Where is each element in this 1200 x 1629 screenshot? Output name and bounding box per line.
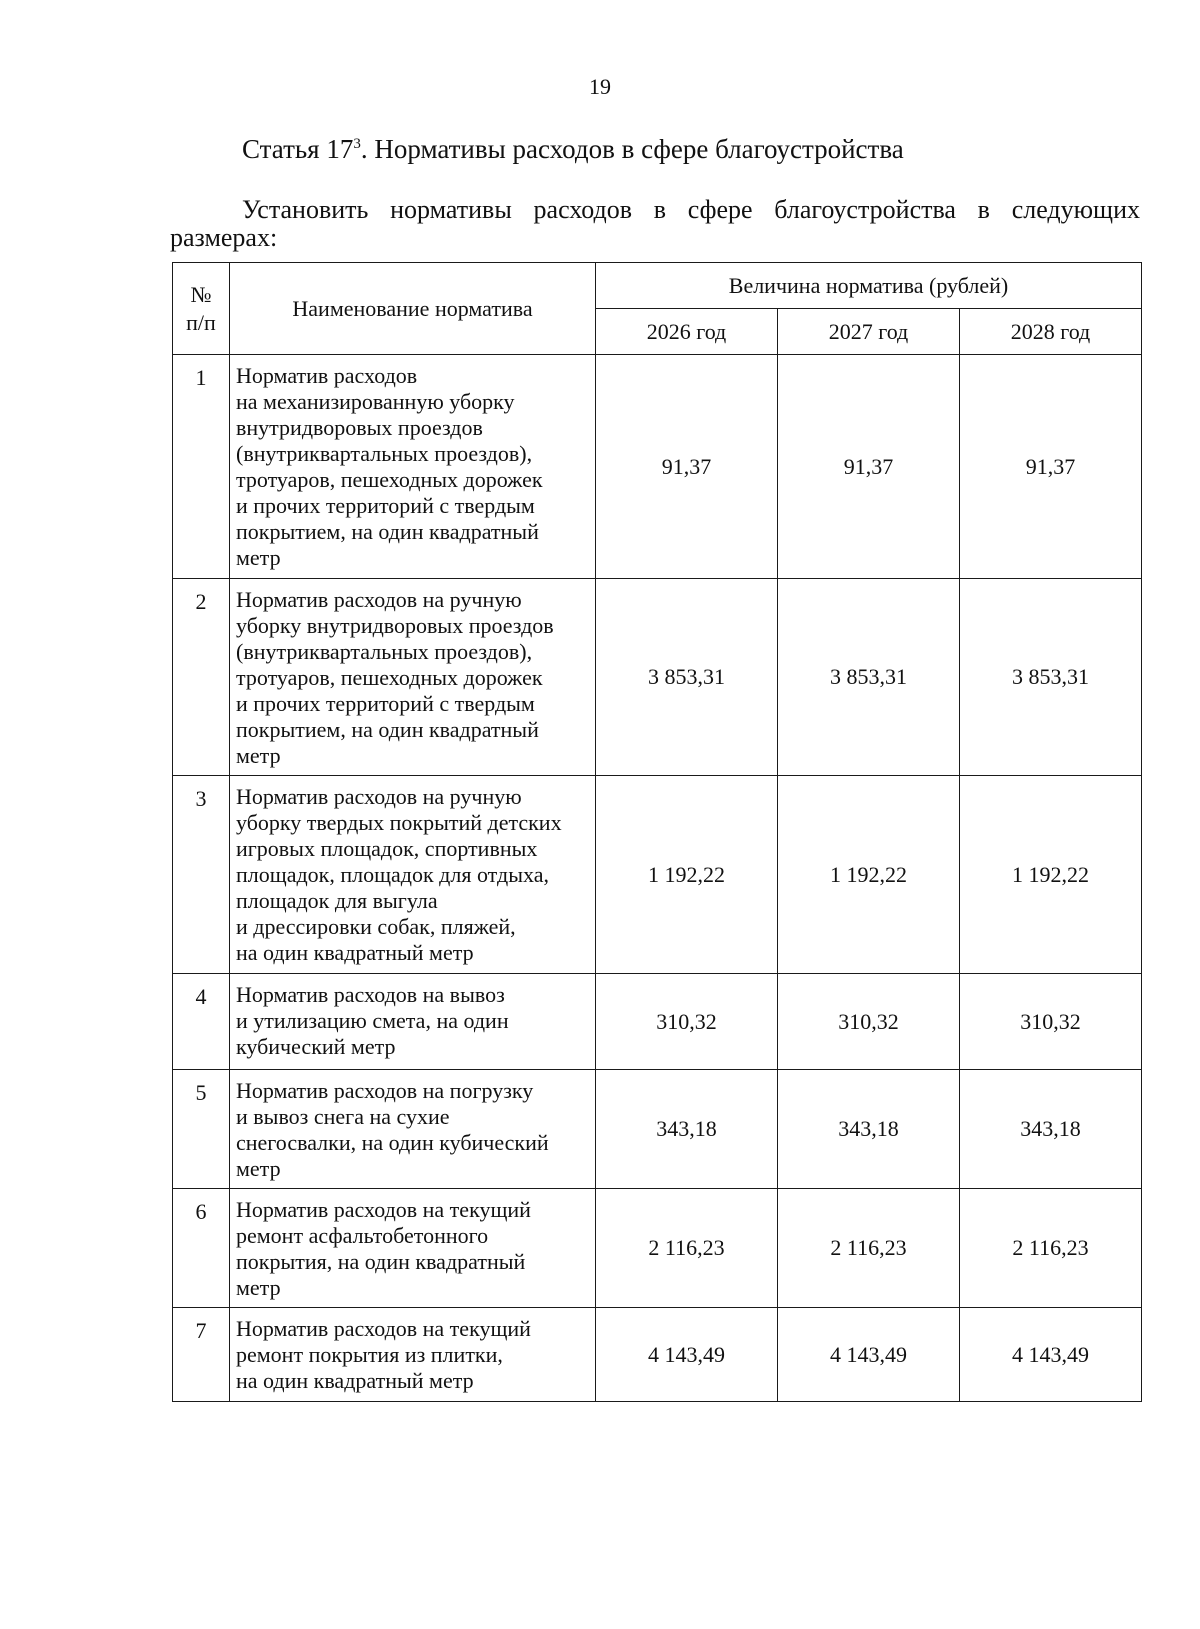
row-value-2028: 310,32 xyxy=(960,974,1142,1070)
row-norm-name xyxy=(230,1070,596,1189)
header-number xyxy=(173,263,230,355)
norm-name-line: метр xyxy=(236,545,281,570)
article-title-prefix: Статья 17 xyxy=(242,134,354,164)
row-number: 2 xyxy=(173,579,230,776)
norm-name-line: кубический метр xyxy=(236,1034,396,1059)
norm-name-line: метр xyxy=(236,1156,281,1181)
norm-name-line: на один квадратный метр xyxy=(236,1368,474,1393)
row-value-2026: 1 192,22 xyxy=(596,776,778,974)
norm-name-line: (внутриквартальных проездов), xyxy=(236,639,533,664)
row-number: 6 xyxy=(173,1189,230,1308)
norm-name-line: Норматив расходов xyxy=(236,363,418,388)
norm-name-line: внутридворовых проездов xyxy=(236,415,483,440)
norm-name-line: тротуаров, пешеходных дорожек xyxy=(236,665,543,690)
row-norm-name xyxy=(230,579,596,776)
norm-name-line: (внутриквартальных проездов), xyxy=(236,441,533,466)
table-row xyxy=(173,974,1142,1070)
table-row xyxy=(173,1070,1142,1189)
row-value-2027: 91,37 xyxy=(778,355,960,579)
header-year-2026: 2026 год xyxy=(596,309,778,355)
norm-name-line: покрытия, на один квадратный xyxy=(236,1249,526,1274)
norm-name-line: метр xyxy=(236,1275,281,1300)
row-value-2026: 4 143,49 xyxy=(596,1308,778,1402)
article-title xyxy=(242,134,904,165)
norm-name-line: Норматив расходов на текущий xyxy=(236,1197,531,1222)
row-norm-name xyxy=(230,974,596,1070)
norm-name-line: Норматив расходов на текущий xyxy=(236,1316,531,1341)
norm-name-line: площадок, площадок для отдыха, xyxy=(236,862,549,887)
norm-name-line: и утилизацию смета, на один xyxy=(236,1008,509,1033)
table-row xyxy=(173,1189,1142,1308)
norm-name-line: Норматив расходов на погрузку xyxy=(236,1078,534,1103)
article-title-superscript: 3 xyxy=(353,136,361,152)
row-value-2026: 2 116,23 xyxy=(596,1189,778,1308)
row-value-2028: 1 192,22 xyxy=(960,776,1142,974)
intro-line-2: размерах: xyxy=(170,223,278,252)
norm-name-line: покрытием, на один квадратный xyxy=(236,519,539,544)
row-value-2027: 3 853,31 xyxy=(778,579,960,776)
norms-table xyxy=(172,262,1142,1402)
norm-name-line: площадок для выгула xyxy=(236,888,438,913)
header-norm-name: Наименование норматива xyxy=(230,263,596,355)
article-title-text: . Нормативы расходов в сфере благоустройства xyxy=(360,134,904,164)
row-norm-name xyxy=(230,1189,596,1308)
table-row xyxy=(173,579,1142,776)
norm-name-line: и вывоз снега на сухие xyxy=(236,1104,450,1129)
intro-paragraph xyxy=(170,196,1140,252)
row-value-2028: 2 116,23 xyxy=(960,1189,1142,1308)
row-value-2026: 3 853,31 xyxy=(596,579,778,776)
row-norm-name xyxy=(230,1308,596,1402)
row-norm-name xyxy=(230,776,596,974)
row-value-2026: 343,18 xyxy=(596,1070,778,1189)
norms-table-body xyxy=(173,355,1142,1402)
row-value-2026: 91,37 xyxy=(596,355,778,579)
header-year-2028: 2028 год xyxy=(960,309,1142,355)
row-value-2026: 310,32 xyxy=(596,974,778,1070)
row-value-2027: 310,32 xyxy=(778,974,960,1070)
norm-name-line: Норматив расходов на вывоз xyxy=(236,982,505,1007)
row-number: 4 xyxy=(173,974,230,1070)
row-value-2027: 2 116,23 xyxy=(778,1189,960,1308)
norm-name-line: метр xyxy=(236,743,281,768)
header-norm-value: Величина норматива (рублей) xyxy=(596,263,1142,309)
table-row xyxy=(173,1308,1142,1402)
norm-name-line: Норматив расходов на ручную xyxy=(236,587,522,612)
row-number: 3 xyxy=(173,776,230,974)
row-value-2027: 343,18 xyxy=(778,1070,960,1189)
header-number-abbr: п/п xyxy=(186,309,216,335)
header-year-2027: 2027 год xyxy=(778,309,960,355)
row-value-2027: 4 143,49 xyxy=(778,1308,960,1402)
norm-name-line: тротуаров, пешеходных дорожек xyxy=(236,467,543,492)
norm-name-line: на один квадратный метр xyxy=(236,940,474,965)
norm-name-line: снегосвалки, на один кубический xyxy=(236,1130,549,1155)
header-number-symbol: № xyxy=(190,281,212,307)
row-value-2028: 3 853,31 xyxy=(960,579,1142,776)
norm-name-line: на механизированную уборку xyxy=(236,389,515,414)
row-value-2028: 343,18 xyxy=(960,1070,1142,1189)
row-value-2028: 91,37 xyxy=(960,355,1142,579)
norm-name-line: уборку твердых покрытий детских xyxy=(236,810,562,835)
norm-name-line: уборку внутридворовых проездов xyxy=(236,613,554,638)
row-value-2027: 1 192,22 xyxy=(778,776,960,974)
row-norm-name xyxy=(230,355,596,579)
row-number: 5 xyxy=(173,1070,230,1189)
row-number: 1 xyxy=(173,355,230,579)
row-number: 7 xyxy=(173,1308,230,1402)
norm-name-line: ремонт покрытия из плитки, xyxy=(236,1342,503,1367)
norm-name-line: покрытием, на один квадратный xyxy=(236,717,539,742)
norms-table-header xyxy=(173,263,1142,355)
norm-name-line: игровых площадок, спортивных xyxy=(236,836,538,861)
page-number: 19 xyxy=(589,74,611,99)
norm-name-line: Норматив расходов на ручную xyxy=(236,784,522,809)
norm-name-line: и прочих территорий с твердым xyxy=(236,691,535,716)
row-value-2028: 4 143,49 xyxy=(960,1308,1142,1402)
norm-name-line: и прочих территорий с твердым xyxy=(236,493,535,518)
table-row xyxy=(173,355,1142,579)
norm-name-line: и дрессировки собак, пляжей, xyxy=(236,914,516,939)
table-row xyxy=(173,776,1142,974)
intro-line-1: Установить нормативы расходов в сфере благоустройства в следующих xyxy=(242,195,1140,224)
norm-name-line: ремонт асфальтобетонного xyxy=(236,1223,489,1248)
